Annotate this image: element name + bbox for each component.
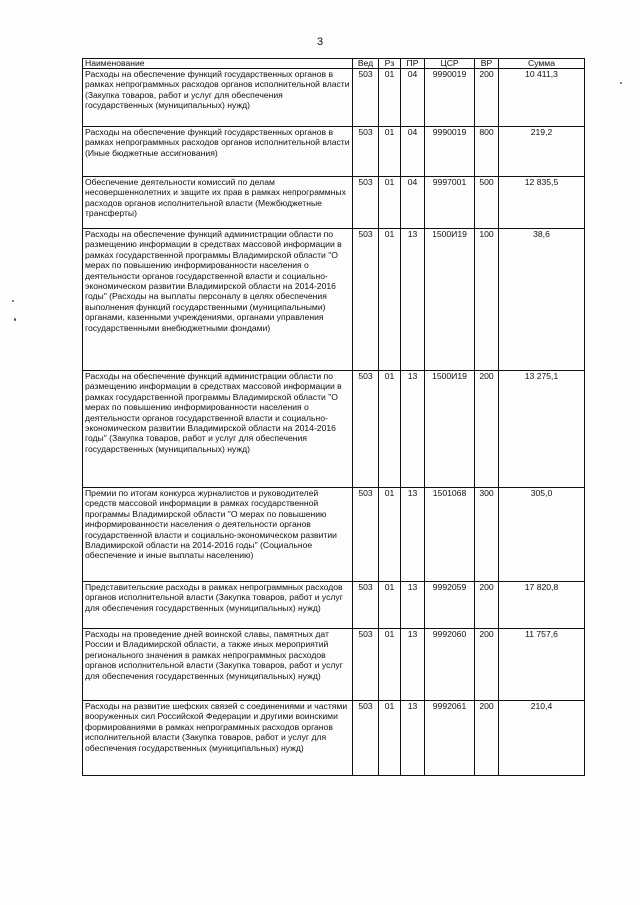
cell-sum: 10 411,3 bbox=[499, 69, 585, 127]
cell-ved: 503 bbox=[353, 69, 379, 127]
cell-sum: 38,6 bbox=[499, 229, 585, 371]
cell-ved: 503 bbox=[353, 177, 379, 229]
table-row bbox=[83, 582, 585, 629]
cell-vr: 200 bbox=[475, 69, 499, 127]
cell-csr: 9990019 bbox=[425, 69, 475, 127]
cell-vr: 200 bbox=[475, 629, 499, 701]
cell-ved: 503 bbox=[353, 582, 379, 629]
scan-speck bbox=[620, 82, 622, 84]
table-row bbox=[83, 701, 585, 776]
cell-csr: 9992059 bbox=[425, 582, 475, 629]
header-rz: Рз bbox=[379, 59, 401, 69]
cell-vr: 800 bbox=[475, 127, 499, 177]
cell-name: Расходы на развитие шефских связей с соединениями и частями вооруженных сил Российской Федерации и другими воинскими формированиями в рамках непрограммных расходов органов исполнительной власти (Закупка товаров, работ и услуг для обеспечения государственных (муниципальных) нужд) bbox=[83, 701, 353, 776]
cell-ved: 503 bbox=[353, 229, 379, 371]
cell-rz: 01 bbox=[379, 127, 401, 177]
cell-pr: 13 bbox=[401, 629, 425, 701]
cell-ved: 503 bbox=[353, 701, 379, 776]
header-pr: ПР bbox=[401, 59, 425, 69]
table-row bbox=[83, 177, 585, 229]
cell-rz: 01 bbox=[379, 229, 401, 371]
cell-name: Расходы на обеспечение функций государственных органов в рамках непрограммных расходов органов исполнительной власти (Иные бюджетные ассигнования) bbox=[83, 127, 353, 177]
cell-csr: 9990019 bbox=[425, 127, 475, 177]
cell-rz: 01 bbox=[379, 629, 401, 701]
header-sum: Сумма bbox=[499, 59, 585, 69]
cell-rz: 01 bbox=[379, 371, 401, 488]
cell-vr: 500 bbox=[475, 177, 499, 229]
cell-name: Расходы на обеспечение функций администрации области по размещению информации в средствах массовой информации в рамках государственной программы Владимирской области "О мерах по повышению информированности населения о деятельности органов государственной власти и социально-экономическом развитии Владимирской области на 2014-2016 годы" (Закупка товаров, работ и услуг для обеспечения государственных (муниципальных) нужд) bbox=[83, 371, 353, 488]
header-vr: ВР bbox=[475, 59, 499, 69]
cell-sum: 12 835,5 bbox=[499, 177, 585, 229]
scan-speck bbox=[12, 300, 14, 302]
cell-csr: 1500И19 bbox=[425, 229, 475, 371]
cell-pr: 04 bbox=[401, 69, 425, 127]
cell-ved: 503 bbox=[353, 488, 379, 582]
cell-rz: 01 bbox=[379, 582, 401, 629]
cell-pr: 04 bbox=[401, 177, 425, 229]
cell-pr: 13 bbox=[401, 488, 425, 582]
cell-name: Обеспечение деятельности комиссий по делам несовершеннолетних и защите их прав в рамках непрограммных расходов органов исполнительной власти (Межбюджетные трансферты) bbox=[83, 177, 353, 229]
table-row bbox=[83, 371, 585, 488]
cell-pr: 13 bbox=[401, 701, 425, 776]
cell-rz: 01 bbox=[379, 69, 401, 127]
header-ved: Вед bbox=[353, 59, 379, 69]
cell-csr: 9997001 bbox=[425, 177, 475, 229]
cell-name: Расходы на обеспечение функций государственных органов в рамках непрограммных расходов органов исполнительной власти (Закупка товаров, работ и услуг для обеспечения государственных (муниципальных) нужд) bbox=[83, 69, 353, 127]
table-row bbox=[83, 127, 585, 177]
cell-sum: 210,4 bbox=[499, 701, 585, 776]
table-header-row bbox=[83, 59, 585, 69]
page-number: 3 bbox=[316, 36, 324, 48]
cell-rz: 01 bbox=[379, 701, 401, 776]
cell-pr: 04 bbox=[401, 127, 425, 177]
cell-sum: 219,2 bbox=[499, 127, 585, 177]
cell-name: Расходы на проведение дней воинской славы, памятных дат России и Владимирской области, а также иных мероприятий регионального значения в рамках непрограммных расходов органов исполнительной власти (Закупка товаров, работ и услуг для обеспечения государственных (муниципальных) нужд) bbox=[83, 629, 353, 701]
budget-table bbox=[82, 58, 585, 776]
cell-sum: 13 275,1 bbox=[499, 371, 585, 488]
cell-sum: 17 820,8 bbox=[499, 582, 585, 629]
header-name: Наименование bbox=[83, 59, 353, 69]
cell-name: Расходы на обеспечение функций администрации области по размещению информации в средствах массовой информации в рамках государственной программы Владимирской области "О мерах по повышению информированности населения о деятельности органов государственной власти и социально-экономическом развитии Владимирской области на 2014-2016 годы" (Расходы на выплаты персоналу в целях обеспечения выполнения функций государственными (муниципальными) органами, казенными учреждениями, органами управления государственными внебюджетными фондами) bbox=[83, 229, 353, 371]
cell-ved: 503 bbox=[353, 629, 379, 701]
cell-vr: 200 bbox=[475, 582, 499, 629]
cell-pr: 13 bbox=[401, 371, 425, 488]
cell-ved: 503 bbox=[353, 371, 379, 488]
cell-rz: 01 bbox=[379, 488, 401, 582]
cell-ved: 503 bbox=[353, 127, 379, 177]
scan-speck bbox=[14, 318, 16, 321]
cell-sum: 305,0 bbox=[499, 488, 585, 582]
table-row bbox=[83, 488, 585, 582]
cell-vr: 100 bbox=[475, 229, 499, 371]
cell-vr: 300 bbox=[475, 488, 499, 582]
cell-csr: 9992060 bbox=[425, 629, 475, 701]
cell-csr: 9992061 bbox=[425, 701, 475, 776]
cell-pr: 13 bbox=[401, 582, 425, 629]
cell-name: Представительские расходы в рамках непрограммных расходов органов исполнительной власти (Закупка товаров, работ и услуг для обеспечения государственных (муниципальных) нужд) bbox=[83, 582, 353, 629]
cell-csr: 1501068 bbox=[425, 488, 475, 582]
cell-vr: 200 bbox=[475, 701, 499, 776]
cell-sum: 11 757,6 bbox=[499, 629, 585, 701]
header-csr: ЦСР bbox=[425, 59, 475, 69]
table-row bbox=[83, 629, 585, 701]
table-row bbox=[83, 69, 585, 127]
cell-rz: 01 bbox=[379, 177, 401, 229]
cell-csr: 1500И19 bbox=[425, 371, 475, 488]
cell-name: Премии по итогам конкурса журналистов и руководителей средств массовой информации в рамках государственной программы Владимирской области "О мерах по повышению информированности населения о деятельности органов государственной власти и социально-экономическом развитии Владимирской области на 2014-2016 годы" (Социальное обеспечение и иные выплаты населению) bbox=[83, 488, 353, 582]
cell-vr: 200 bbox=[475, 371, 499, 488]
table-row bbox=[83, 229, 585, 371]
cell-pr: 13 bbox=[401, 229, 425, 371]
